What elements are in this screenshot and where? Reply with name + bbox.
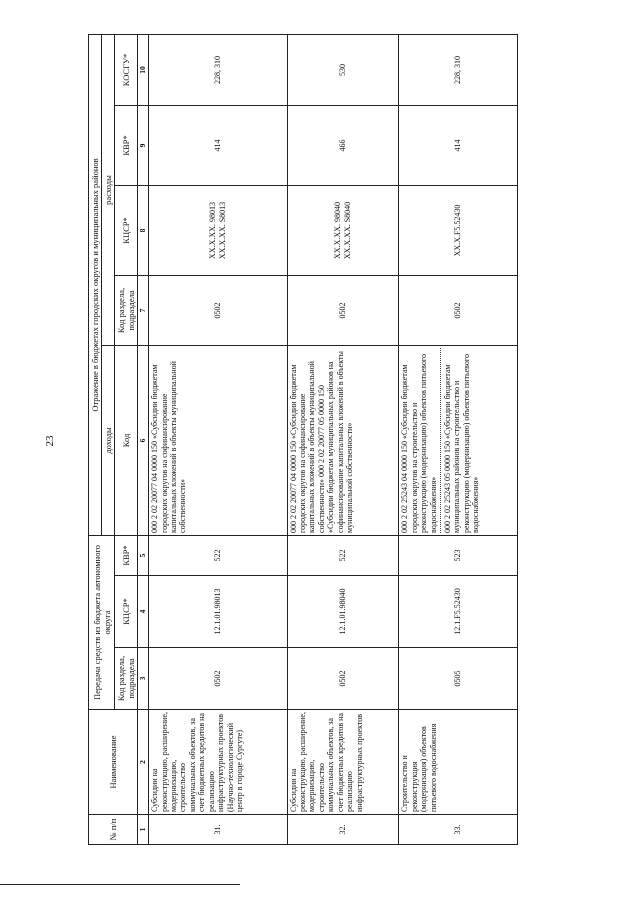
row-income-code: 000 2 02 20077 04 0000 150 «Субсидии бюджетам городских округов на софинансирование капитальных вложений в объекты муниципальной собственности» 000 2 02 20077 05 0000 150 «Субсидии бюджетам муниципальных районов на софинансирование капитальных вложений в объекты муниципальной собственности» bbox=[287, 345, 399, 535]
header-exp-kvr: КВР* bbox=[115, 105, 138, 185]
row-exp-section: 0502 bbox=[399, 275, 518, 345]
header-kvr: КВР* bbox=[115, 535, 138, 575]
header-num: № п/п bbox=[89, 815, 138, 845]
row-exp-kvr: 414 bbox=[149, 105, 288, 185]
page-number: 23 bbox=[44, 435, 56, 447]
row-name: Субсидии на реконструкцию, расширение, модернизацию, строительство коммунальных объектов, за счет бюджетных кредитов на реализацию инфраструктурных проектов (Научно-технологический центр в городе Сургуте) bbox=[149, 710, 288, 815]
row-number: 33. bbox=[399, 815, 518, 845]
header-reflection-group: Отражение в бюджетах городских округов и муниципальных районов bbox=[89, 34, 102, 535]
row-exp-section: 0502 bbox=[287, 275, 399, 345]
col-index-cell: 5 bbox=[138, 535, 149, 575]
col-index-cell: 10 bbox=[138, 34, 149, 105]
row-kcsr: 12.1.01.98013 bbox=[149, 576, 288, 648]
col-index-cell: 4 bbox=[138, 576, 149, 648]
row-kvr: 522 bbox=[287, 535, 399, 575]
row-kosgu: 530 bbox=[287, 34, 399, 105]
row-exp-kvr: 466 bbox=[287, 105, 399, 185]
row-income-code bbox=[399, 345, 518, 535]
col-index-cell: 9 bbox=[138, 105, 149, 185]
budget-classification-table bbox=[88, 34, 518, 845]
dotted-separator bbox=[440, 348, 441, 533]
col-index-cell: 6 bbox=[138, 345, 149, 535]
row-kcsr: 12.1.01.98040 bbox=[287, 576, 399, 648]
row-kosgu: 228, 310 bbox=[399, 34, 518, 105]
col-index-cell: 1 bbox=[138, 815, 149, 845]
header-name: Наименование bbox=[89, 710, 138, 815]
row-exp-kcsr: ХХ.Х.ХХ. 98013 ХХ.Х.ХХ. S8013 bbox=[149, 185, 288, 275]
row-income-code-a: 000 2 02 25243 04 0000 150 «Субсидии бюджетам городских округов на строительство и реконструкцию (модернизацию) объектов питьевого водоснабжения» bbox=[400, 354, 438, 533]
bottom-rule bbox=[0, 884, 240, 885]
header-exp-kcsr: КЦСР* bbox=[115, 185, 138, 275]
header-section: Код раздела, подраздела bbox=[115, 648, 138, 710]
header-code: Код bbox=[115, 345, 138, 535]
header-income: доходы bbox=[102, 345, 115, 535]
header-exp-section: Код раздела, подраздела bbox=[115, 275, 138, 345]
row-number: 32. bbox=[287, 815, 399, 845]
row-income-code-b: 000 2 02 25243 05 0000 150 «Субсидии бюджетам муниципальных районов на строительство и реконструкцию (модернизацию) объектов питьевого водоснабжения» bbox=[442, 354, 481, 533]
row-exp-kvr: 414 bbox=[399, 105, 518, 185]
row-exp-kcsr: ХХ.Х.ХХ. 98040 ХХ.Х.ХХ. S8040 bbox=[287, 185, 399, 275]
col-index-cell: 7 bbox=[138, 275, 149, 345]
row-section: 0505 bbox=[399, 648, 518, 710]
row-name: Строительство и реконструкция (модернизация) объектов питьевого водоснабжения bbox=[399, 710, 518, 815]
row-kvr: 523 bbox=[399, 535, 518, 575]
table-row bbox=[287, 34, 399, 844]
row-section: 0502 bbox=[149, 648, 288, 710]
row-kcsr: 12.1.F5.52430 bbox=[399, 576, 518, 648]
table-row bbox=[149, 34, 288, 844]
row-income-code: 000 2 02 20077 04 0000 150 «Субсидии бюджетам городских округов на софинансирование капитальных вложений в объекты муниципальной собственности» bbox=[149, 345, 288, 535]
row-number: 31. bbox=[149, 815, 288, 845]
row-kvr: 522 bbox=[149, 535, 288, 575]
col-index-cell: 8 bbox=[138, 185, 149, 275]
header-kcsr: КЦСР* bbox=[115, 576, 138, 648]
row-exp-kcsr: ХХ.Х.F5.52430 bbox=[399, 185, 518, 275]
col-index-cell: 3 bbox=[138, 648, 149, 710]
header-expense: расходы bbox=[102, 34, 115, 345]
row-section: 0502 bbox=[287, 648, 399, 710]
row-exp-section: 0502 bbox=[149, 275, 288, 345]
budget-table-sheet bbox=[88, 35, 518, 845]
table-row bbox=[399, 34, 518, 844]
row-kosgu: 228, 310 bbox=[149, 34, 288, 105]
row-name: Субсидии на реконструкцию, расширение, модернизацию, строительство коммунальных объектов, за счет бюджетных кредитов на реализацию инфраструктурных проектов bbox=[287, 710, 399, 815]
col-index-cell: 2 bbox=[138, 710, 149, 815]
header-transfer-group: Передача средств из бюджета автономного округа bbox=[89, 535, 115, 709]
header-kosgu: КОСГУ* bbox=[115, 34, 138, 105]
